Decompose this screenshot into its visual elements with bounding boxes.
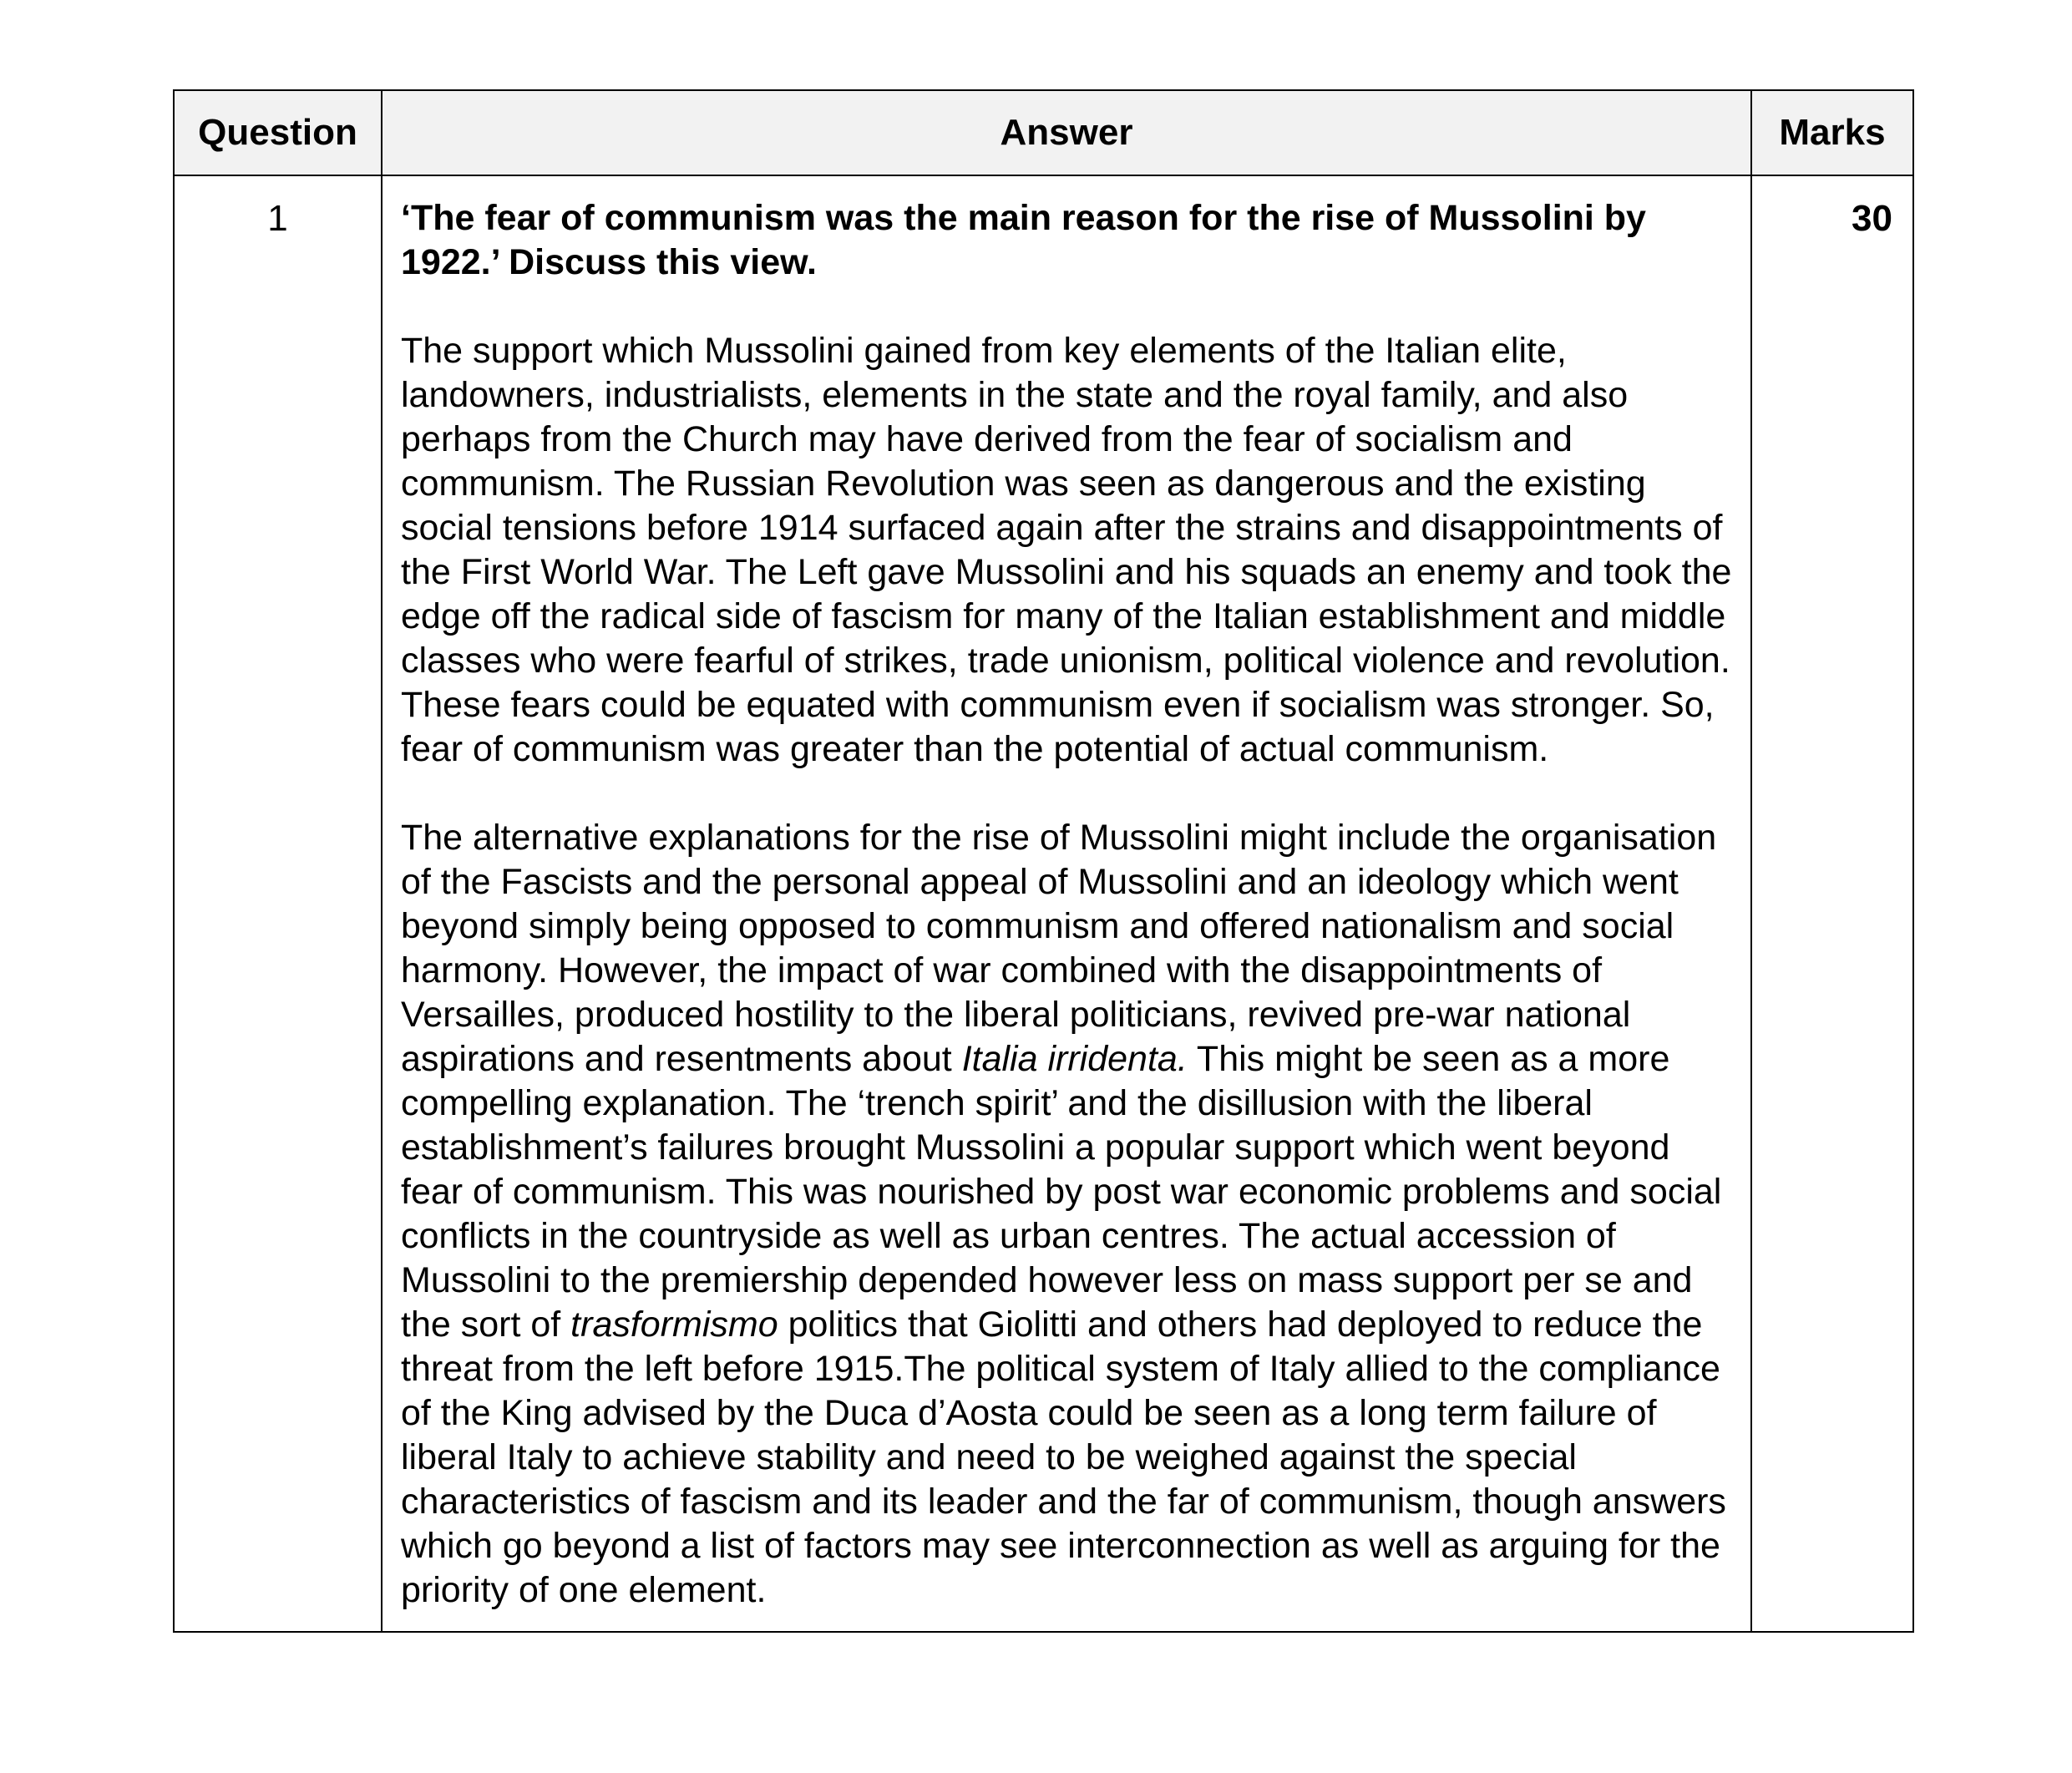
header-marks: Marks <box>1751 90 1913 175</box>
paragraph-2-text-1: The alternative explanations for the rise of Mussolini might include the organisation of the Fascists and the personal appeal of Mussolini and an ideology which went beyond simply being opposed to communism and offered nationalism and social harmony. However, the impact of war combined with the disappointments of Versailles, produced hostility to the liberal politicians, revived pre-war national aspirations and resentments about <box>401 818 1717 1079</box>
answer-paragraph-1: The support which Mussolini gained from key elements of the Italian elite, landowners, industrialists, elements in the state and the royal family, and also perhaps from the Church may have derived from the fear of socialism and communism. The Russian Revolution was seen as dangerous and the existing social tensions before 1914 surfaced again after the strains and disappointments of the First World War. The Left gave Mussolini and his squads an enemy and took the edge off the radical side of fascism for many of the Italian establishment and middle classes who were fearful of strikes, trade unionism, political violence and revolution. These fears could be equated with communism even if socialism was stronger. So, fear of communism was greater than the potential of actual communism. <box>401 331 1732 769</box>
answer-paragraph-2 <box>401 816 1735 1613</box>
paragraph-2-text-2: This might be seen as a more compelling explanation. The ‘trench spirit’ and the disillusion with the liberal establishment’s failures brought Mussolini a popular support which went beyond fear of communism. This was nourished by post war economic problems and social conflicts in the countryside as well as urban centres. The actual accession of Mussolini to the premiership depended however less on mass support per se and the sort of <box>401 1039 1722 1345</box>
mark-scheme-table <box>173 89 1914 1633</box>
header-row <box>174 90 1913 175</box>
header-question: Question <box>174 90 382 175</box>
marks-value: 30 <box>1751 175 1913 1632</box>
question-number: 1 <box>174 175 382 1632</box>
paragraph-2-italic-2: trasformismo <box>570 1304 778 1345</box>
answer-cell <box>382 175 1751 1632</box>
paragraph-2-text-3: politics that Giolitti and others had deployed to reduce the threat from the left before 1915.The political system of Italy allied to the compliance of the King advised by the Duca d’Aosta could be seen as a long term failure of liberal Italy to achieve stability and need to be weighed against the special characteristics of fascism and its leader and the far of communism, though answers which go beyond a list of factors may see interconnection as well as arguing for the priority of one element. <box>401 1304 1726 1610</box>
header-answer: Answer <box>382 90 1751 175</box>
table-row <box>174 175 1913 1632</box>
question-text: ‘The fear of communism was the main reason for the rise of Mussolini by 1922.’ Discuss this view. <box>401 198 1646 282</box>
paragraph-2-italic-1: Italia irridenta. <box>961 1039 1188 1079</box>
